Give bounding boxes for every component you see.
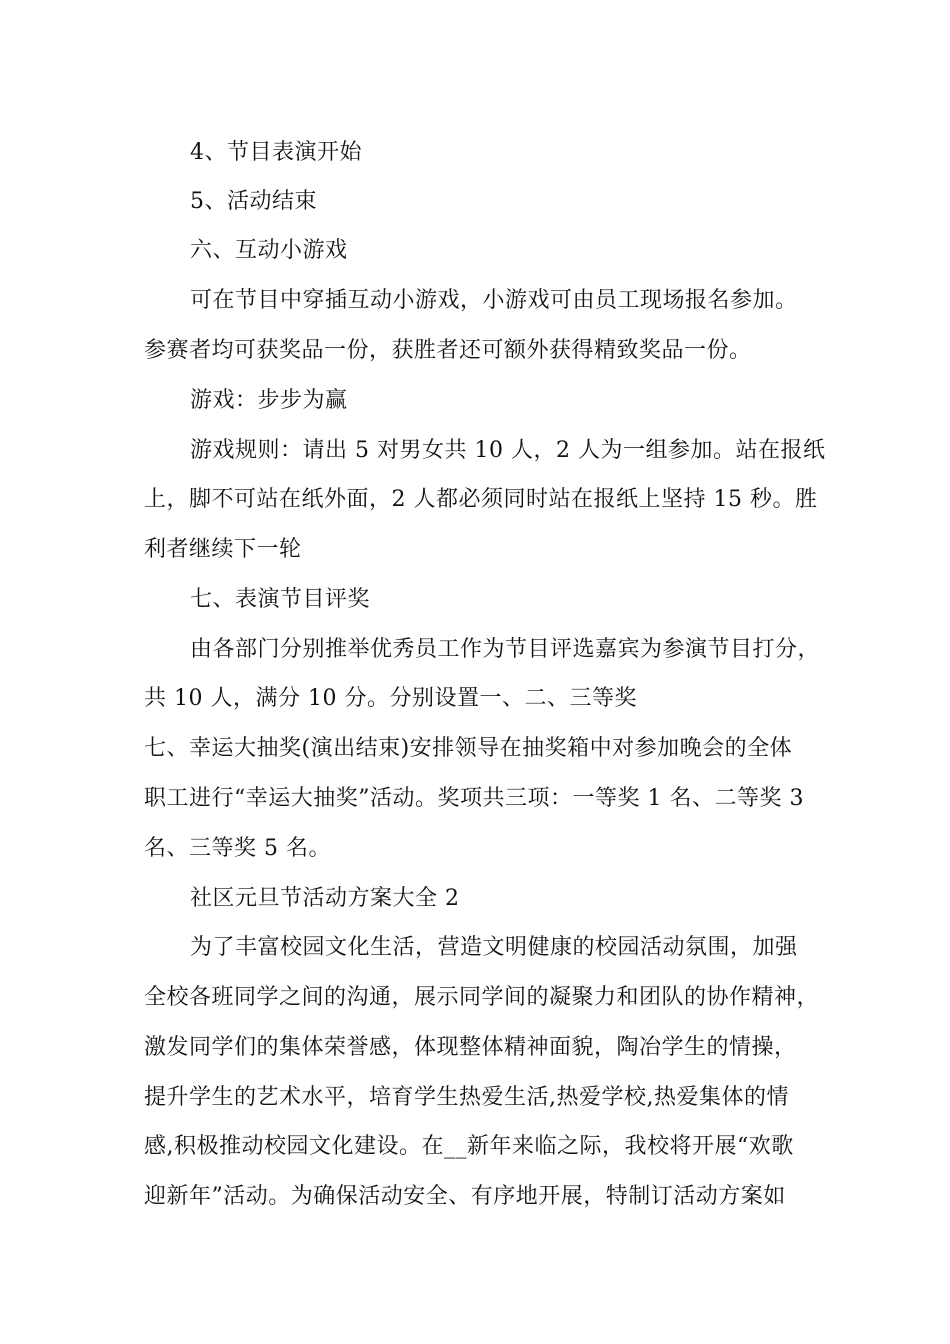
paragraph-line: 提升学生的艺术水平，培育学生热爱生活,热爱学校,热爱集体的情 [144,1085,789,1110]
paragraph-line: 由各部门分别推举优秀员工作为节目评选嘉宾为参演节目打分， [190,637,821,662]
paragraph-line: 共 10 人，满分 10 分。分别设置一、二、三等奖 [144,686,637,711]
game-title: 游戏：步步为赢 [190,388,348,413]
paragraph-line: 利者继续下一轮 [144,537,302,562]
document-subtitle: 社区元旦节活动方案大全 2 [190,886,460,911]
section-heading-mini-games: 六、互动小游戏 [190,238,348,263]
paragraph-line: 参赛者均可获奖品一份，获胜者还可额外获得精致奖品一份。 [144,338,752,363]
paragraph-line: 迎新年”活动。为确保活动安全、有序地开展，特制订活动方案如 [144,1184,786,1209]
paragraph-line: 上，脚不可站在纸外面，2 人都必须同时站在报纸上坚持 15 秒。胜 [144,487,818,512]
paragraph-line: 为了丰富校园文化生活，营造文明健康的校园活动氛围，加强 [190,935,798,960]
paragraph-line: 可在节目中穿插互动小游戏，小游戏可由员工现场报名参加。 [190,288,798,313]
paragraph-line: 全校各班同学之间的沟通，展示同学间的凝聚力和团队的协作精神， [144,985,820,1010]
paragraph-line: 游戏规则：请出 5 对男女共 10 人，2 人为一组参加。站在报纸 [190,438,826,463]
section-heading-awards: 七、表演节目评奖 [190,587,371,612]
section-heading-lottery: 七、幸运大抽奖(演出结束)安排领导在抽奖箱中对参加晚会的全体 [144,736,793,761]
list-item-event-end: 5、活动结束 [190,189,317,214]
paragraph-line: 名、三等奖 5 名。 [144,836,331,861]
paragraph-line: 职工进行“幸运大抽奖”活动。奖项共三项：一等奖 1 名、二等奖 3 [144,786,804,811]
paragraph-line: 感,积极推动校园文化建设。在__新年来临之际，我校将开展“欢歌 [144,1134,794,1159]
list-item-program-start: 4、节目表演开始 [190,140,362,165]
paragraph-line: 激发同学们的集体荣誉感，体现整体精神面貌，陶冶学生的情操， [144,1035,797,1060]
